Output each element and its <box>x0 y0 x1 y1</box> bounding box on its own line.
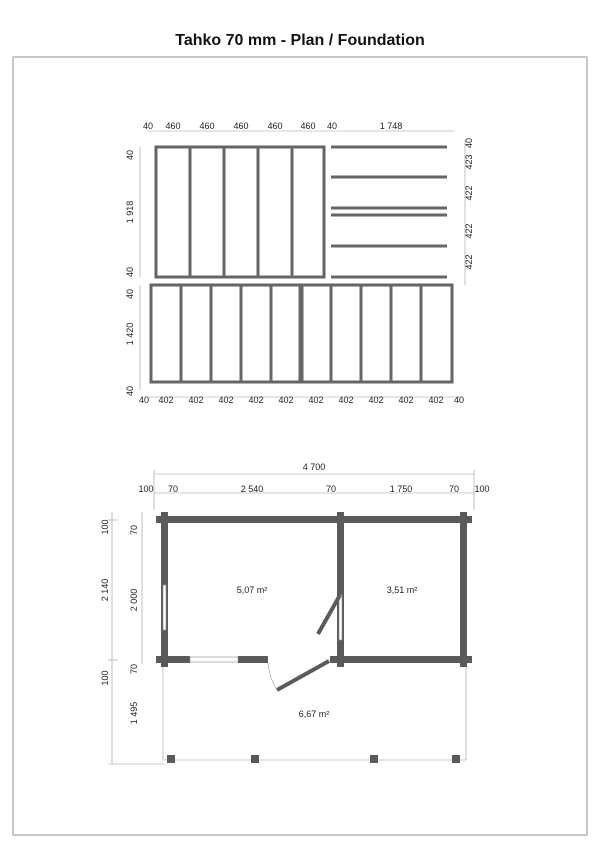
plan-left-dims <box>100 519 139 724</box>
dim-label: 40 <box>464 137 474 149</box>
post <box>370 755 378 763</box>
dim-label: 460 <box>267 121 283 131</box>
door-opening <box>339 595 342 640</box>
foundation-top-dims <box>143 121 402 131</box>
plan-top-dims <box>138 484 489 494</box>
post <box>452 755 460 763</box>
dim-label: 402 <box>248 395 264 405</box>
dim-label: 402 <box>158 395 174 405</box>
dim-label: 1 748 <box>379 121 403 131</box>
post <box>167 755 175 763</box>
door-leaf-terrace <box>277 661 329 690</box>
dim-label: 402 <box>278 395 294 405</box>
dim-label: 1 918 <box>125 200 135 224</box>
dim-label: 402 <box>428 395 444 405</box>
dim-label: 70 <box>129 524 139 536</box>
dim-label: 40 <box>125 149 135 161</box>
dim-label: 40 <box>453 395 465 405</box>
dim-label: 100 <box>474 484 490 494</box>
overall-width-label: 4 700 <box>302 462 326 472</box>
dim-label: 460 <box>300 121 316 131</box>
dim-label: 1 495 <box>129 701 139 725</box>
dim-label: 460 <box>233 121 249 131</box>
dim-label: 423 <box>464 154 474 170</box>
dim-label: 70 <box>129 663 139 675</box>
dim-label: 40 <box>138 395 150 405</box>
dim-label: 70 <box>167 484 179 494</box>
dim-label: 460 <box>165 121 181 131</box>
foundation-bottom-dims <box>139 395 464 405</box>
dim-label: 422 <box>464 223 474 239</box>
dim-label: 40 <box>125 288 135 300</box>
plan-doors <box>268 595 340 690</box>
wall-bottom-left <box>156 656 190 663</box>
dim-label: 70 <box>448 484 460 494</box>
foundation-right-dims <box>464 138 474 270</box>
terrace-area: 6,67 m² <box>298 709 330 719</box>
dim-label: 402 <box>218 395 234 405</box>
dim-label: 402 <box>368 395 384 405</box>
dim-label: 2 000 <box>129 588 139 612</box>
dim-label: 402 <box>398 395 414 405</box>
dim-label: 100 <box>138 484 154 494</box>
dim-label: 422 <box>464 185 474 201</box>
plan-walls <box>156 512 472 763</box>
dim-label: 100 <box>100 519 110 535</box>
door-swing-arc <box>268 663 277 690</box>
dim-label: 2 140 <box>100 578 110 602</box>
wall-bottom-mid <box>238 656 268 663</box>
wall-right <box>460 512 467 667</box>
dim-label: 1 420 <box>125 322 135 346</box>
dim-label: 40 <box>125 385 135 397</box>
dim-label: 460 <box>199 121 215 131</box>
dim-label: 2 540 <box>240 484 264 494</box>
wall-middle <box>337 512 344 667</box>
foundation-left-dims <box>125 150 135 396</box>
dim-label: 422 <box>464 254 474 270</box>
plan-openings <box>163 585 342 662</box>
dim-label: 40 <box>125 266 135 278</box>
dim-label: 402 <box>338 395 354 405</box>
dim-label: 1 750 <box>389 484 413 494</box>
window-opening <box>190 657 238 662</box>
page-title: Tahko 70 mm - Plan / Foundation <box>175 32 425 49</box>
dim-label: 40 <box>326 121 338 131</box>
dim-label: 100 <box>100 670 110 686</box>
dim-label: 70 <box>325 484 337 494</box>
wall-bottom-right <box>330 656 472 663</box>
dim-label: 40 <box>142 121 154 131</box>
room1-area: 5,07 m² <box>236 585 268 595</box>
post <box>251 755 259 763</box>
room2-area: 3,51 m² <box>386 585 418 595</box>
foundation-plan <box>151 147 452 382</box>
wall-top <box>156 516 472 523</box>
door-leaf-inner <box>318 595 340 634</box>
foundation-upper-frame <box>156 147 324 277</box>
dim-label: 402 <box>188 395 204 405</box>
dim-label: 402 <box>308 395 324 405</box>
window-opening <box>163 585 166 630</box>
